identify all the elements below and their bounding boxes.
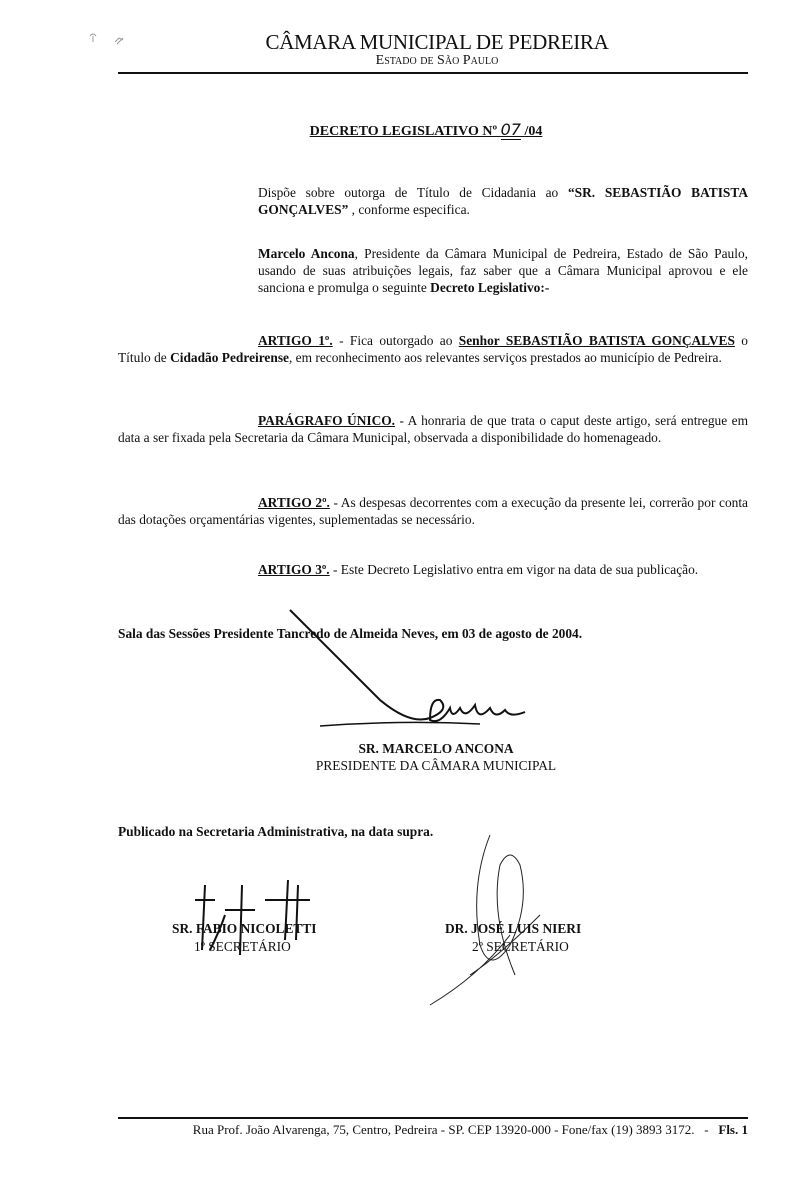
session-location-date: Sala das Sessões Presidente Tancredo de Almeida Neves, em 03 de agosto de 2004. <box>118 626 583 641</box>
decree-suffix: /04 <box>524 124 543 139</box>
artigo-1-honoree: Senhor SEBASTIÃO BATISTA GONÇALVES <box>458 333 735 348</box>
honoree-name: “SR. SEBASTIÃO BATISTA GONÇALVES” <box>258 185 748 217</box>
secretary-2-role: 2º SECRETÁRIO <box>472 939 569 954</box>
paragrafo-unico <box>118 412 748 446</box>
decree-title <box>0 120 800 140</box>
page-number: Fls. 1 <box>718 1122 748 1137</box>
artigo-1 <box>118 332 748 366</box>
ementa-text-end: , conforme especifica. <box>348 202 470 217</box>
artigo-1-text: - Fica outorgado ao <box>332 333 459 348</box>
president-name: SR. MARCELO ANCONA <box>358 741 514 756</box>
ementa <box>258 184 748 218</box>
president-role: PRESIDENTE DA CÂMARA MUNICIPAL <box>315 758 557 773</box>
header-rule <box>118 72 748 74</box>
paragrafo-text: - A honraria de que trata o caput deste artigo, será entregue em data a ser fixada pela Secretaria da Câmara Municipal, observada a disponibilidade do homenageado. <box>118 413 748 445</box>
footer <box>118 1122 748 1138</box>
secretary-2-name: DR. JOSÉ LUIS NIERI <box>445 921 582 936</box>
publication-note: Publicado na Secretaria Administrativa, na data supra. <box>118 824 434 839</box>
artigo-1-label: ARTIGO 1º. <box>258 333 333 348</box>
footer-rule <box>118 1117 748 1119</box>
secretary-1-name: SR. FABIO NICOLETTI <box>172 921 317 936</box>
artigo-3 <box>118 561 748 578</box>
footer-address: Rua Prof. João Alvarenga, 75, Centro, Pedreira - SP. CEP 13920-000 - Fone/fax (19) 3893 3172. - <box>192 1122 719 1137</box>
secretary-1-role: 1º SECRETÁRIO <box>194 939 291 954</box>
decree-number: 07 <box>500 120 521 139</box>
preamble <box>258 245 748 296</box>
artigo-2-text: - As despesas decorrentes com a execução da presente lei, correrão por conta das dotações orçamentárias vigentes, suplementadas se necessário. <box>118 495 748 527</box>
artigo-1-text-2: o Título de <box>118 333 748 365</box>
artigo-3-label: ARTIGO 3º. <box>258 562 330 577</box>
preamble-bold: Decreto Legislativo:- <box>430 280 550 295</box>
artigo-1-text-3: , em reconhecimento aos relevantes serviços prestados ao município de Pedreira. <box>288 350 722 365</box>
ementa-text: Dispõe sobre outorga de Título de Cidadania ao <box>258 185 568 200</box>
paragrafo-label: PARÁGRAFO ÚNICO. <box>258 413 396 428</box>
letterhead-title: CÂMARA MUNICIPAL DE PEDREIRA <box>265 30 609 54</box>
president-name-inline: Marcelo Ancona <box>258 246 355 261</box>
preamble-text: , Presidente da Câmara Municipal de Pedreira, Estado de São Paulo, usando de suas atribuições legais, faz saber que a Câmara Municipal aprovou e ele sanciona e promulga o seguinte <box>258 246 748 295</box>
president-signature <box>280 600 560 740</box>
artigo-2 <box>118 494 748 528</box>
artigo-2-label: ARTIGO 2º. <box>258 495 330 510</box>
decree-prefix: DECRETO LEGISLATIVO Nº <box>309 124 498 139</box>
artigo-1-title: Cidadão Pedreirense <box>170 350 289 365</box>
letterhead-subtitle: Estado de São Paulo <box>375 53 499 68</box>
artigo-3-text: - Este Decreto Legislativo entra em vigor na data de sua publicação. <box>329 562 699 577</box>
